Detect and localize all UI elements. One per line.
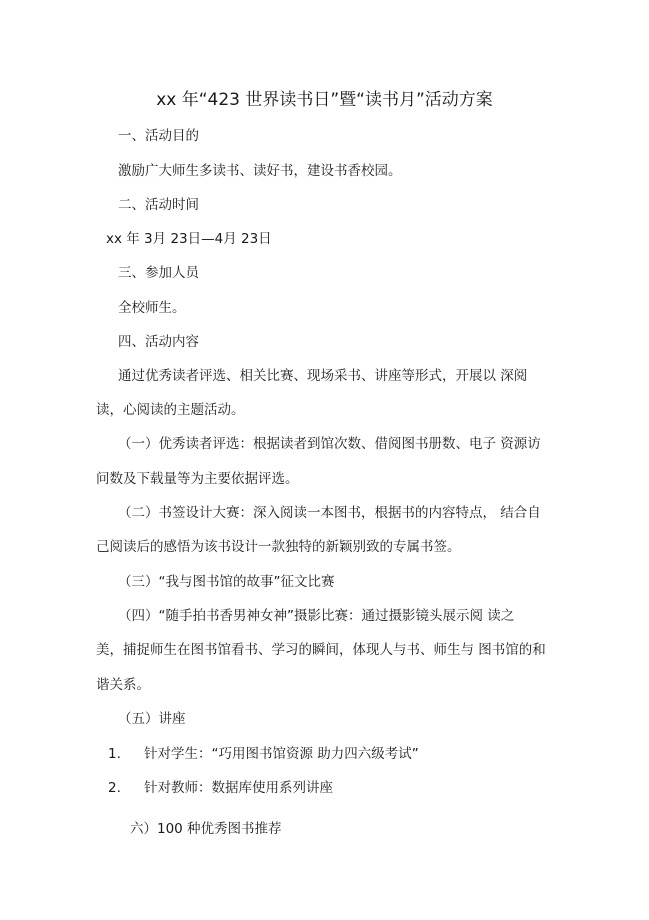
lecture1-text: 针对学生：“巧用图书馆资源 助力四六级考试” [144,746,419,762]
content-intro-line-1: 通过优秀读者评选、相关比赛、现场采书、讲座等形式，开展以 深阅 [118,368,528,384]
item4-line-2: 美，捕捉师生在图书馆看书、学习的瞬间，体现人与书、师生与 图书馆的和 [96,642,546,658]
item1-line-1: （一）优秀读者评选：根据读者到馆次数、借阅图书册数、电子 资源访 [118,436,541,452]
participants-text: 全校师生。 [118,300,186,316]
lecture1-number: 1. [108,746,121,762]
item2-line-2: 己阅读后的感悟为该书设计一款独特的新颖别致的专属书签。 [96,539,461,555]
purpose-heading: 一、活动目的 [118,128,199,144]
item4-line-3: 谐关系。 [96,677,150,693]
document-title: xx 年“423 世界读书日”暨“读书月”活动方案 [156,90,493,110]
participants-heading: 三、参加人员 [118,265,199,281]
item5-heading: （五）讲座 [118,711,186,727]
item3-line-1: （三）“我与图书馆的故事”征文比赛 [118,574,335,590]
item4-line-1: （四）“随手拍书香男神女神”摄影比赛：通过摄影镜头展示阅 读之 [118,608,515,624]
lecture2-number: 2. [108,780,121,796]
time-heading: 二、活动时间 [118,197,199,213]
purpose-text: 激励广大师生多读书、读好书，建设书香校园。 [118,163,402,179]
lecture2-text: 针对教师：数据库使用系列讲座 [144,780,333,796]
item2-line-1: （二）书签设计大赛：深入阅读一本图书，根据书的内容特点， 结合自 [118,505,541,521]
content-intro-line-2: 读，心阅读的主题活动。 [96,402,245,418]
time-text: xx 年 3月 23日—4月 23日 [106,231,272,247]
item6-heading: 六）100 种优秀图书推荐 [130,821,282,837]
item1-line-2: 问数及下载量等为主要依据评选。 [96,471,299,487]
content-heading: 四、活动内容 [118,334,199,350]
